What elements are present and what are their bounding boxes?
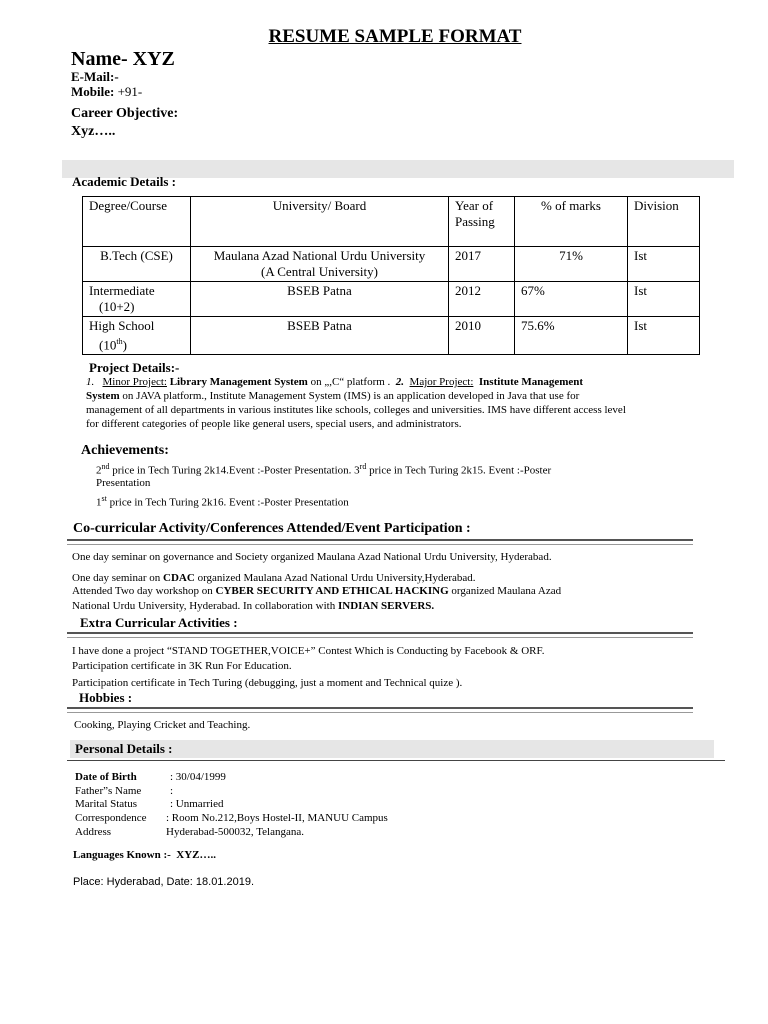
university-cell: BSEB Patna	[191, 317, 449, 355]
major-project-label: Major Project:	[409, 376, 474, 388]
section-divider	[67, 707, 693, 713]
achievement-1-sup: nd	[101, 462, 110, 471]
personal-heading: Personal Details :	[75, 741, 173, 756]
candidate-name: Name- XYZ	[71, 48, 175, 70]
cocurricular-line-4-b: INDIAN SERVERS.	[337, 600, 435, 612]
cocurricular-line-1: One day seminar on governance and Society organized Maulana Azad National Urdu University, Hyderabad.	[72, 551, 552, 563]
languages-value: XYZ…..	[176, 849, 217, 861]
degree-cell-sub: (10+2)	[99, 299, 135, 314]
division-cell: Ist	[628, 247, 700, 282]
degree-sub-text: (10	[99, 337, 117, 353]
extra-line-2: Participation certificate in 3K Run For Education.	[72, 660, 292, 672]
achievement-1	[96, 462, 551, 477]
cocurricular-line-3-c: organized Maulana Azad	[448, 585, 562, 597]
table-row	[83, 282, 700, 317]
extra-line-1: I have done a project “STAND TOGETHER,VOICE+” Contest Which is Conducting by Facebook & ORF.	[72, 645, 545, 657]
marks-cell: 71%	[515, 247, 628, 282]
header-degree: Degree/Course	[83, 197, 191, 247]
year-cell: 2010	[449, 317, 515, 355]
email-label: E-Mail:-	[71, 69, 119, 84]
mobile-line	[71, 84, 142, 100]
cocurricular-line-2-c: organized Maulana Azad National Urdu University,Hyderabad.	[194, 572, 476, 584]
cocurricular-line-3	[72, 585, 561, 597]
achievement-2-sup: st	[101, 494, 107, 503]
address-label: Address	[75, 826, 112, 838]
cocurricular-line-2	[72, 572, 476, 584]
cocurricular-line-2-b: CDAC	[163, 572, 195, 584]
marital-value: : Unmarried	[170, 798, 224, 810]
achievement-2	[96, 494, 349, 509]
achievements-heading: Achievements:	[81, 443, 169, 458]
hobbies-text: Cooking, Playing Cricket and Teaching.	[74, 719, 251, 731]
project-line-1	[86, 376, 583, 388]
section-divider	[67, 632, 693, 638]
correspondence-label: Correspondence	[75, 812, 147, 824]
year-cell: 2012	[449, 282, 515, 317]
project-line-2	[86, 390, 579, 402]
address-value: Hyderabad-500032, Telangana.	[166, 826, 305, 838]
minor-project-rest: on „,C“ platform .	[310, 376, 391, 388]
mobile-label: Mobile:	[71, 84, 115, 99]
cocurricular-line-3-b: CYBER SECURITY AND ETHICAL HACKING	[215, 585, 449, 597]
marks-cell: 75.6%	[515, 317, 628, 355]
cocurricular-line-4	[72, 600, 434, 612]
languages-line	[73, 849, 216, 861]
project-line-2-text: on JAVA platform., Institute Management System (IMS) is an application developed in Java that use for	[122, 390, 580, 402]
achievement-1-text: price in Tech Turing 2k14.Event :-Poster Presentation. 3	[109, 464, 360, 477]
achievement-2-num: 1	[96, 496, 102, 509]
section-divider	[67, 760, 725, 761]
languages-label: Languages Known :-	[73, 849, 171, 861]
university-cell: BSEB Patna	[191, 282, 449, 317]
major-project-name: Institute Management	[478, 376, 584, 388]
place-date: Place: Hyderabad, Date: 18.01.2019.	[73, 876, 255, 888]
header-university: University/ Board	[191, 197, 449, 247]
career-objective-value: Xyz…..	[71, 124, 116, 139]
section-divider	[67, 539, 693, 545]
achievement-2-text: price in Tech Turing 2k16. Event :-Poster Presentation	[106, 496, 349, 509]
degree-cell: Intermediate	[89, 283, 155, 298]
project-number-1: 1.	[86, 376, 95, 388]
degree-sub-sup: th	[116, 337, 123, 346]
division-cell: Ist	[628, 282, 700, 317]
table-header-row	[83, 197, 700, 247]
cocurricular-line-4-a: National Urdu University, Hyderabad. In collaboration with	[72, 600, 338, 612]
degree-cell: High School	[89, 318, 155, 333]
table-row	[83, 317, 700, 355]
father-label: Father”s Name	[75, 785, 142, 797]
project-number-2: 2.	[395, 376, 405, 388]
project-line-4: for different categories of people like general users, special users, and administrators.	[86, 418, 462, 430]
achievement-1-text2: price in Tech Turing 2k15. Event :-Poster	[366, 464, 552, 477]
career-objective-label: Career Objective:	[71, 106, 179, 121]
minor-project-name: Library Management System	[169, 376, 308, 388]
correspondence-value: : Room No.212,Boys Hostel-II, MANUU Campus	[166, 812, 388, 824]
degree-cell-sub	[89, 334, 184, 353]
degree-sub-end: )	[122, 337, 127, 353]
header-division: Division	[628, 197, 700, 247]
table-row	[83, 247, 700, 282]
university-cell-sub: (A Central University)	[261, 264, 378, 279]
extra-line-3: Participation certificate in Tech Turing (debugging, just a moment and Technical quize ).	[72, 677, 463, 689]
marks-cell: 67%	[515, 282, 628, 317]
achievement-1-continued: Presentation	[96, 477, 151, 489]
extra-heading: Extra Curricular Activities :	[80, 615, 238, 630]
header-year: Year of Passing	[449, 197, 515, 247]
header-marks: % of marks	[515, 197, 628, 247]
project-system-bold: System	[86, 390, 120, 402]
cocurricular-line-2-a: One day seminar on	[72, 572, 164, 584]
project-line-3: management of all departments in various institutes like schools, colleges and universities. IMS have different access level	[86, 404, 626, 416]
achievement-1-num: 2	[96, 464, 102, 477]
university-cell: Maulana Azad National Urdu University	[213, 248, 426, 263]
minor-project-label: Minor Project:	[102, 376, 167, 388]
marital-label: Marital Status	[75, 798, 138, 810]
document-title: RESUME SAMPLE FORMAT	[268, 26, 522, 47]
degree-cell: B.Tech (CSE)	[100, 248, 173, 263]
academic-table	[82, 196, 700, 355]
achievement-1-sup2: rd	[359, 462, 367, 471]
hobbies-heading: Hobbies :	[79, 690, 133, 705]
year-cell: 2017	[449, 247, 515, 282]
academic-heading: Academic Details :	[72, 174, 176, 189]
dob-label: Date of Birth	[75, 771, 137, 783]
project-heading: Project Details:-	[89, 360, 180, 375]
division-cell: Ist	[628, 317, 700, 355]
father-value: :	[170, 785, 174, 797]
mobile-value: +91-	[117, 84, 143, 99]
cocurricular-line-3-a: Attended Two day workshop on	[72, 585, 216, 597]
dob-value: : 30/04/1999	[170, 771, 226, 783]
cocurricular-heading: Co-curricular Activity/Conferences Attended/Event Participation :	[73, 521, 471, 536]
